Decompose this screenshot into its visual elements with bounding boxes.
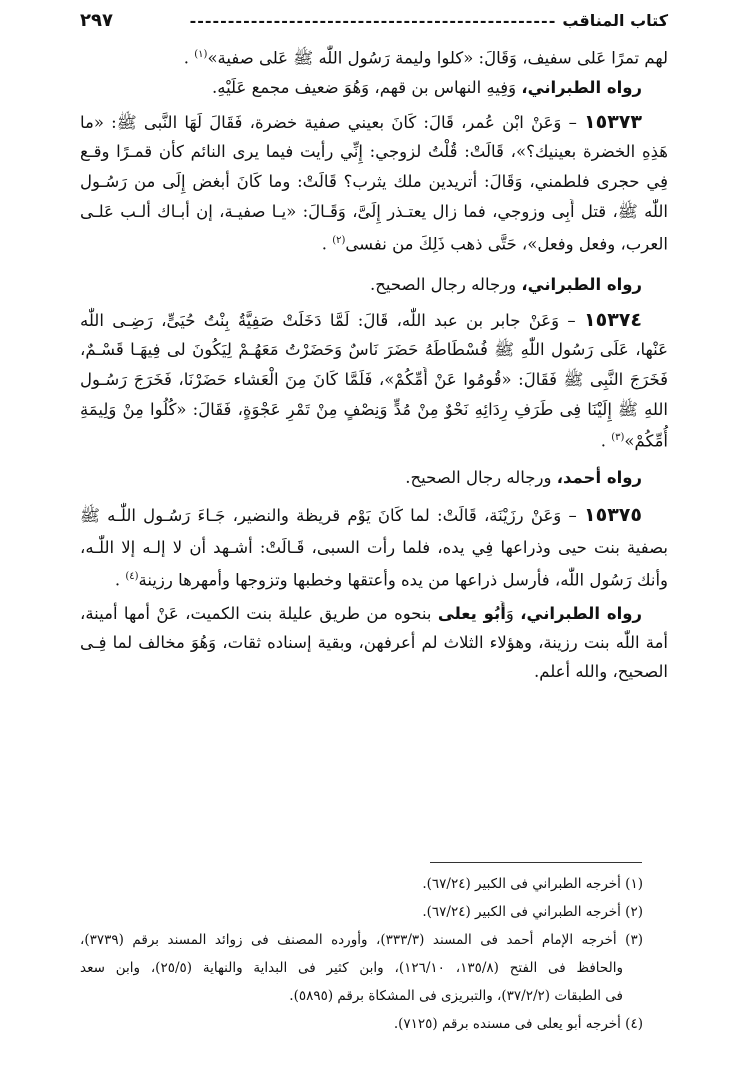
bold-source: أَبُو يعلى bbox=[437, 604, 506, 623]
text-line bbox=[80, 535, 668, 561]
text-line bbox=[80, 272, 668, 298]
text-segment: – وَعَنْ ابْن عُمر، قَالَ: كَانَ بعيني صفية خضرة، فَقَالَ لَهَا النَّبى ﷺ: «ما bbox=[80, 113, 585, 132]
text-line bbox=[80, 228, 668, 254]
text-line bbox=[80, 307, 668, 333]
text-segment: فِي حجرى فلطمني، وَقَالَ: أتريدين ملك يثرب؟ قَالَتْ: وما كَانَ أبغض إِلَى من رَسُـول bbox=[80, 172, 668, 191]
text-line bbox=[80, 630, 668, 656]
text-line bbox=[80, 425, 668, 451]
header-dash-rule: ------------------------------------------------ bbox=[189, 10, 557, 30]
text-segment: العرب، وفعل وفعل»، حَتَّى ذهب ذَلِكَ من نفسى bbox=[345, 234, 668, 254]
footnote-line: (٤) أخرجه أبو يعلى فى مسنده برقم (٧١٢٥). bbox=[393, 1016, 643, 1032]
text-segment: . bbox=[183, 48, 195, 68]
text-segment: ورجاله رجال الصحيح. bbox=[405, 468, 557, 487]
bold-source: رواه الطبراني، bbox=[521, 275, 642, 294]
page-number: ٢٩٧ bbox=[80, 9, 113, 31]
text-segment: . bbox=[114, 570, 126, 590]
text-line bbox=[80, 465, 668, 491]
text-line bbox=[80, 367, 668, 393]
text-segment: أمة اللّٰه بنت رزينة، وهؤلاء الثلاث لم أعرفهن، وبقية إسناده ثقات، وَهُوَ مخالف لما فِـى bbox=[80, 633, 668, 652]
footnote-line: فى الطبقات (٣٧/٢/٢)، والتبريزى فى المشكاة برقم (٥٨٩٥). bbox=[289, 988, 623, 1004]
text-line bbox=[80, 397, 668, 423]
footnote-ref: (٣) bbox=[611, 432, 625, 443]
text-line bbox=[80, 109, 668, 135]
hadith-number: ١٥٣٧٥ bbox=[584, 504, 642, 526]
text-segment: وَفِيهِ النهاس بن قهم، وَهُوَ ضعيف مجمع عَلَيْهِ. bbox=[211, 78, 522, 97]
bold-source: رواه أحمد، bbox=[556, 468, 642, 487]
text-segment: ورجاله رجال الصحيح. bbox=[369, 275, 522, 294]
bold-source: رواه الطبراني، bbox=[520, 604, 642, 623]
running-header bbox=[80, 6, 668, 34]
hadith-number: ١٥٣٧٣ bbox=[584, 111, 642, 133]
text-line bbox=[80, 75, 668, 101]
text-segment: . bbox=[600, 431, 612, 451]
hadith-number: ١٥٣٧٤ bbox=[584, 309, 642, 331]
text-segment: وَ bbox=[505, 604, 521, 623]
text-segment: بنحوه من طريق عليلة بنت الكميت، عَنْ أمها أمينة، bbox=[80, 604, 432, 623]
text-line bbox=[80, 42, 668, 68]
text-segment: وأنك رَسُول اللّٰه، فأرسل ذراعها من يده وأعتقها وخطبها وتزوجها وأمهرها رزينة bbox=[138, 570, 668, 590]
text-segment: لهم تمرًا عَلى سفيف، وَقَالَ: «كلوا وليمة رَسُول اللّٰه ﷺ عَلى صفية» bbox=[207, 48, 668, 68]
footnote-line: والحافظ فى الفتح (١٣٥/٨، ١٢٦/١٠)، وابن كثير فى البداية والنهاية (٢٥/٥)، وابن سعد bbox=[80, 960, 623, 976]
text-segment: الصحيح، والله أعلم. bbox=[533, 662, 668, 681]
text-segment: اللهِ ﷺ إِلَيْنَا فِى طَرَفِ رِدَائِهِ نَحْوٌ مِنْ مُدٍّ وَنِصْفٍ مِنْ تَمْرِ عَجْوَةٍ، فَقَالَ: «كُلُوا مِنْ وَلِيمَةِ bbox=[80, 400, 668, 419]
text-segment: . bbox=[321, 234, 333, 254]
text-segment: أُمِّكُمْ» bbox=[624, 431, 668, 451]
text-line bbox=[80, 564, 668, 590]
footnote-line: (١) أخرجه الطبراني فى الكبير (٦٧/٢٤). bbox=[422, 876, 643, 892]
text-line bbox=[80, 502, 668, 528]
text-segment: – وَعَنْ رزَيْنَة، قَالَتْ: لما كَانَ يَوْم قريظة والنضير، جَـاءَ رَسُـول اللّٰـه ﷺ bbox=[80, 506, 585, 525]
text-line bbox=[80, 199, 668, 225]
bold-source: رواه الطبراني، bbox=[521, 78, 642, 97]
chapter-title: كتاب المناقب bbox=[562, 10, 668, 30]
text-line bbox=[80, 337, 668, 363]
footnote-ref: (٢) bbox=[332, 235, 346, 246]
footnote-divider bbox=[430, 862, 642, 863]
text-line bbox=[80, 169, 668, 195]
footnote-ref: (١) bbox=[194, 49, 208, 60]
text-segment: اللّٰه ﷺ، قتل أَبِى وزوجي، فما زال يعتـذر إِلَىَّ، وَقَـالَ: «يـا صفيـة، إن أبـاك ألـب عَلـى bbox=[80, 202, 668, 221]
footnote-ref: (٤) bbox=[125, 571, 139, 582]
footnote-line: (٢) أخرجه الطبراني فى الكبير (٦٧/٢٤). bbox=[422, 904, 643, 920]
text-segment: عَنْها، عَلَى رَسُول اللّٰهِ ﷺ فُسْطَاطَهُ حَضَرَ نَاسٌ وَحَضَرْتُ مَعَهُـمْ لِيَكُونَ لى فِيهَـا قَسْـمٌ، bbox=[80, 340, 668, 359]
text-line bbox=[80, 601, 668, 627]
text-segment: هَذِهِ الخضرة بعينيك؟»، قَالَتْ: قُلْتُ لزوجي: إِنِّي رأيت فيما يرى النائم كأن قمـرًا وقـع bbox=[80, 142, 668, 161]
footnote-line: (٣) أخرجه الإمام أحمد فى المسند (٣٣٣/٣)، وأورده المصنف فى زوائد المسند برقم (٣٧٣٩)، bbox=[80, 932, 643, 948]
text-segment: فَخَرَجَ النَّبِى ﷺ فَقَالَ: «قُومُوا عَنْ أُمِّكُمْ»، فَلَمَّا كَانَ مِنَ الْعَشاء حَضَرْنَا، فَخَرَجَ رَسُـول bbox=[80, 370, 668, 389]
text-segment: بصفية بنت حيى وذراعها فِي يده، فلما رأت السبى، قَـالَتْ: أشـهد أن لا إلـه إلا اللّٰـه، bbox=[80, 538, 668, 557]
text-line bbox=[80, 659, 668, 685]
text-segment: – وَعَنْ جابر بن عبد اللّٰه، قَالَ: لَمَّا دَخَلَتْ صَفِيَّةُ بِنْتُ حُيَىٍّ، رَضِـى اللّٰه bbox=[80, 311, 585, 330]
text-line bbox=[80, 139, 668, 165]
